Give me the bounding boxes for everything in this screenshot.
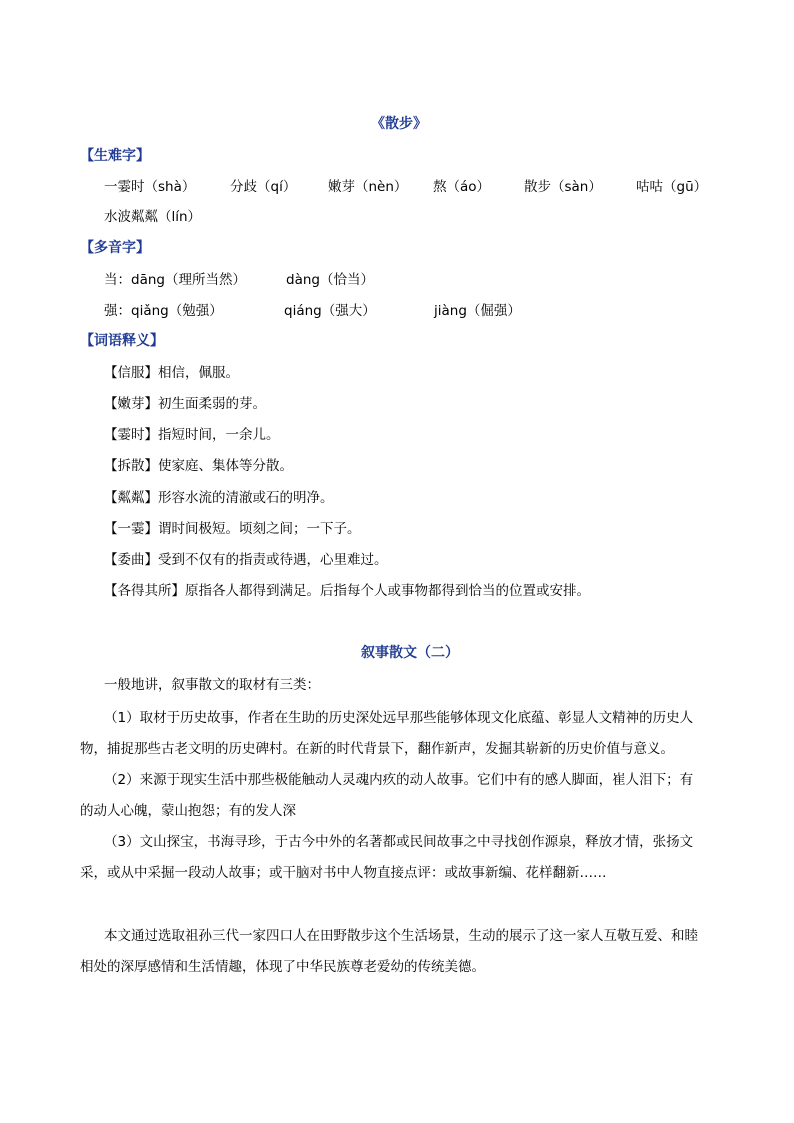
vocab-item: 【粼粼】形容水流的清澈或石的明净。 [104,490,334,506]
polyphone-heading: 【多音字】 [80,240,150,256]
polyphone-item: qiáng（强大） [284,303,376,319]
polyphone-item: 当：dāng（理所当然） [104,272,246,288]
rare-chars-heading: 【生难字】 [80,148,150,164]
vocab-item: 【一霎】谓时间极短。顷刻之间；一下子。 [104,521,361,537]
vocab-item: 【嫩芽】初生面柔弱的芽。 [104,396,266,412]
polyphone-item: 强：qiǎng（勉强） [104,303,223,319]
essay-heading: 叙事散文（二） [361,645,459,661]
essay-paragraph-line: 的动人心魄，蒙山抱怨；有的发人深 [80,803,296,819]
essay-intro: 一般地讲，叙事散文的取材有三类： [104,677,320,693]
vocab-item: 【委曲】受到不仅有的指责或待遇，心里难过。 [104,552,388,568]
vocab-heading: 【词语释义】 [80,333,164,349]
summary-line: 本文通过选取祖孙三代一家四口人在田野散步这个生活场景，生动的展示了这一家人互敬互爱、和睦 [104,928,698,944]
summary-line: 相处的深厚感情和生活情趣，体现了中华民族尊老爱幼的传统美德。 [80,959,485,975]
vocab-item: 【拆散】使家庭、集体等分散。 [104,458,293,474]
polyphone-item: jiàng（倔强） [434,303,521,319]
rare-char-item: 嫩芽（nèn） [328,179,408,195]
rare-char-item: 熬（áo） [433,179,491,195]
rare-char-item: 咕咕（gū） [636,179,708,195]
rare-char-item: 一霎时（shà） [104,179,196,195]
rare-char-item: 散步（sàn） [524,179,602,195]
vocab-item: 【信服】相信，佩服。 [104,365,239,381]
essay-paragraph-line: 物，捕捉那些古老文明的历史碑村。在新的时代背景下，翻作新声，发掘其崭新的历史价值与意义。 [80,741,674,757]
rare-char-item: 水波粼粼（lín） [104,209,202,225]
essay-paragraph-line: （2）来源于现实生活中那些极能触动人灵魂内疚的动人故事。它们中有的感人脚面，崔人泪下；有 [104,772,694,788]
essay-paragraph-line: 采，或从中采掘一段动人故事；或干脑对书中人物直接点评：或故事新编、花样翻新…… [80,865,607,881]
essay-paragraph-line: （1）取材于历史故事，作者在生助的历史深处远早那些能够体现文化底蕴、彰显人文精神的历史人 [104,710,694,726]
page-title: 《散步》 [371,116,427,132]
vocab-item: 【各得其所】原指各人都得到满足。后指每个人或事物都得到恰当的位置或安排。 [104,583,590,599]
polyphone-item: dàng（恰当） [286,272,374,288]
essay-paragraph-line: （3）文山探宝，书海寻珍，于古今中外的名著都或民间故事之中寻找创作源泉，释放才情，张扬文 [104,834,694,850]
vocab-item: 【霎时】指短时间，一余儿。 [104,427,280,443]
rare-char-item: 分歧（qí） [230,179,297,195]
